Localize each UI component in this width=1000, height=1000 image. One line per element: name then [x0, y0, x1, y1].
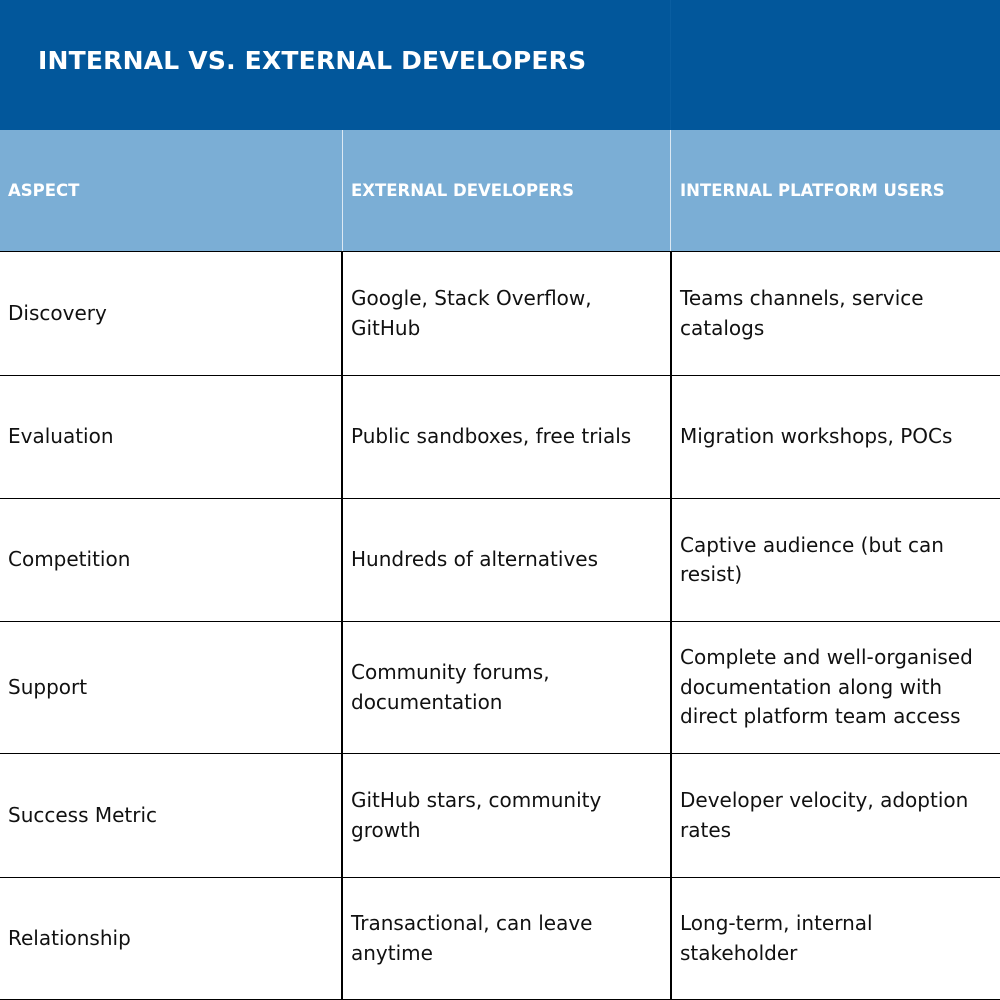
- cell-aspect: Relationship: [8, 925, 131, 950]
- cell-internal: Migration workshops, POCs: [680, 424, 953, 449]
- table-row-success-metric: [0, 753, 1000, 877]
- header-internal-platform-users: INTERNAL PLATFORM USERS: [680, 181, 945, 200]
- cell-aspect: Evaluation: [8, 424, 114, 449]
- cell-aspect: Success Metric: [8, 802, 158, 827]
- column-divider: [341, 251, 343, 1000]
- cell-internal: Long-term, internal stakeholder: [680, 911, 873, 965]
- cell-external: Public sandboxes, free trials: [351, 424, 632, 449]
- cell-external: GitHub stars, community growth: [351, 788, 602, 842]
- cell-external: Transactional, can leave anytime: [351, 911, 593, 965]
- cell-aspect: Support: [8, 674, 88, 699]
- table-row-discovery: [0, 251, 1000, 375]
- header-column-divider: [670, 130, 671, 251]
- cell-aspect: Competition: [8, 547, 131, 572]
- table-row-relationship: [0, 877, 1000, 1000]
- cell-internal: Teams channels, service catalogs: [680, 286, 924, 340]
- title-bar: [0, 0, 1000, 130]
- header-external-developers: EXTERNAL DEVELOPERS: [351, 181, 574, 200]
- cell-internal: Captive audience (but can resist): [680, 532, 944, 586]
- cell-external: Hundreds of alternatives: [351, 547, 599, 572]
- cell-external: Community forums, documentation: [351, 660, 550, 714]
- header-aspect: ASPECT: [8, 181, 80, 200]
- cell-internal: Developer velocity, adoption rates: [680, 788, 969, 842]
- title-bar-divider: [670, 0, 671, 130]
- page-title: INTERNAL VS. EXTERNAL DEVELOPERS: [38, 46, 587, 75]
- table-row-support: [0, 621, 1000, 753]
- header-column-divider: [342, 130, 343, 251]
- cell-external: Google, Stack Overflow, GitHub: [351, 286, 592, 340]
- cell-aspect: Discovery: [8, 300, 107, 325]
- table-row-evaluation: [0, 375, 1000, 498]
- table-header-row: [0, 130, 1000, 251]
- table-row-competition: [0, 498, 1000, 621]
- cell-internal: Complete and well-organised documentation along with direct platform team access: [680, 645, 973, 729]
- column-divider: [670, 251, 672, 1000]
- comparison-table: [0, 251, 1000, 1000]
